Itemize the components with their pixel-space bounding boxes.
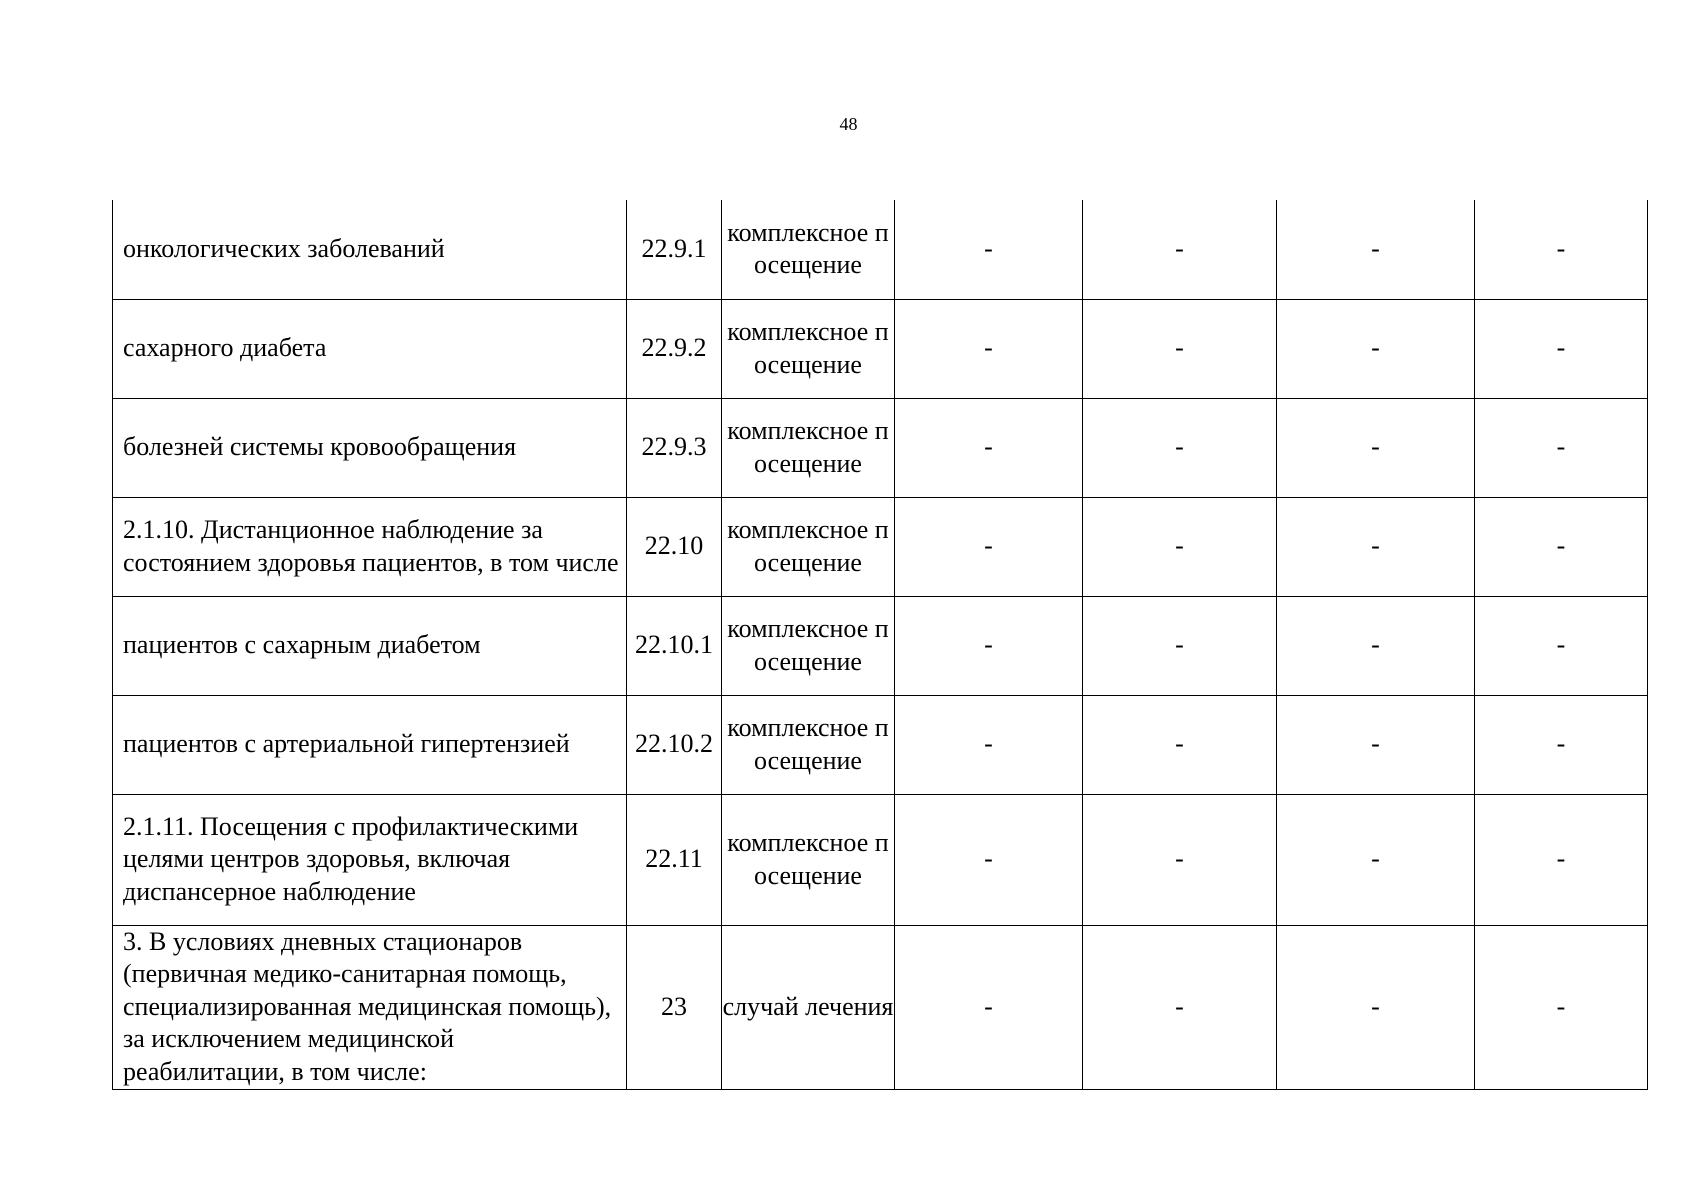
row-value-1: -	[895, 299, 1083, 398]
row-value-1: -	[895, 596, 1083, 695]
row-code: 22.9.2	[627, 299, 722, 398]
row-value-2: -	[1083, 398, 1277, 497]
row-name: 2.1.11. Посещения с профилактическими целями центров здоровья, включая диспансерное наблюдение	[113, 794, 627, 925]
row-name: пациентов с артериальной гипертензией	[113, 695, 627, 794]
table-row	[113, 200, 1648, 299]
row-value-1: -	[895, 497, 1083, 596]
row-unit: комплексное посещение	[722, 596, 895, 695]
row-value-1: -	[895, 925, 1083, 1089]
row-value-4: -	[1475, 299, 1648, 398]
row-value-4: -	[1475, 596, 1648, 695]
row-unit: комплексное посещение	[722, 398, 895, 497]
row-value-2: -	[1083, 794, 1277, 925]
row-value-2: -	[1083, 596, 1277, 695]
row-name: сахарного диабета	[113, 299, 627, 398]
row-name: 2.1.10. Дистанционное наблюдение за состоянием здоровья пациентов, в том числе	[113, 497, 627, 596]
row-code: 22.10.2	[627, 695, 722, 794]
row-value-3: -	[1277, 794, 1475, 925]
row-unit: комплексное посещение	[722, 794, 895, 925]
row-unit: комплексное посещение	[722, 200, 895, 299]
row-value-4: -	[1475, 695, 1648, 794]
row-value-2: -	[1083, 695, 1277, 794]
row-value-3: -	[1277, 695, 1475, 794]
row-value-1: -	[895, 794, 1083, 925]
table-row	[113, 925, 1648, 1089]
row-unit: комплексное посещение	[722, 497, 895, 596]
row-value-3: -	[1277, 299, 1475, 398]
row-name: болезней системы кровообращения	[113, 398, 627, 497]
row-value-2: -	[1083, 925, 1277, 1089]
row-code: 22.9.1	[627, 200, 722, 299]
row-value-4: -	[1475, 398, 1648, 497]
row-value-4: -	[1475, 925, 1648, 1089]
row-unit: случай лечения	[722, 925, 895, 1089]
table-row	[113, 398, 1648, 497]
row-value-4: -	[1475, 497, 1648, 596]
row-name: пациентов с сахарным диабетом	[113, 596, 627, 695]
row-code: 22.10.1	[627, 596, 722, 695]
row-value-2: -	[1083, 299, 1277, 398]
table-row	[113, 695, 1648, 794]
row-name: 3. В условиях дневных стационаров (первичная медико-санитарная помощь, специализированная медицинская помощь), за исключением медицинской реабилитации, в том числе:	[113, 925, 627, 1089]
row-value-1: -	[895, 398, 1083, 497]
row-unit: комплексное посещение	[722, 299, 895, 398]
row-value-3: -	[1277, 497, 1475, 596]
row-value-3: -	[1277, 398, 1475, 497]
row-name: онкологических заболеваний	[113, 200, 627, 299]
row-value-1: -	[895, 200, 1083, 299]
row-value-4: -	[1475, 794, 1648, 925]
row-unit: комплексное посещение	[722, 695, 895, 794]
table-row	[113, 794, 1648, 925]
row-value-3: -	[1277, 925, 1475, 1089]
row-value-4: -	[1475, 200, 1648, 299]
table-row	[113, 299, 1648, 398]
row-code: 23	[627, 925, 722, 1089]
table-row	[113, 497, 1648, 596]
row-value-2: -	[1083, 497, 1277, 596]
data-table	[112, 200, 1648, 1090]
row-value-3: -	[1277, 596, 1475, 695]
row-value-1: -	[895, 695, 1083, 794]
table-row	[113, 596, 1648, 695]
row-code: 22.11	[627, 794, 722, 925]
row-value-2: -	[1083, 200, 1277, 299]
page-number: 48	[839, 114, 858, 134]
row-code: 22.9.3	[627, 398, 722, 497]
row-value-3: -	[1277, 200, 1475, 299]
row-code: 22.10	[627, 497, 722, 596]
